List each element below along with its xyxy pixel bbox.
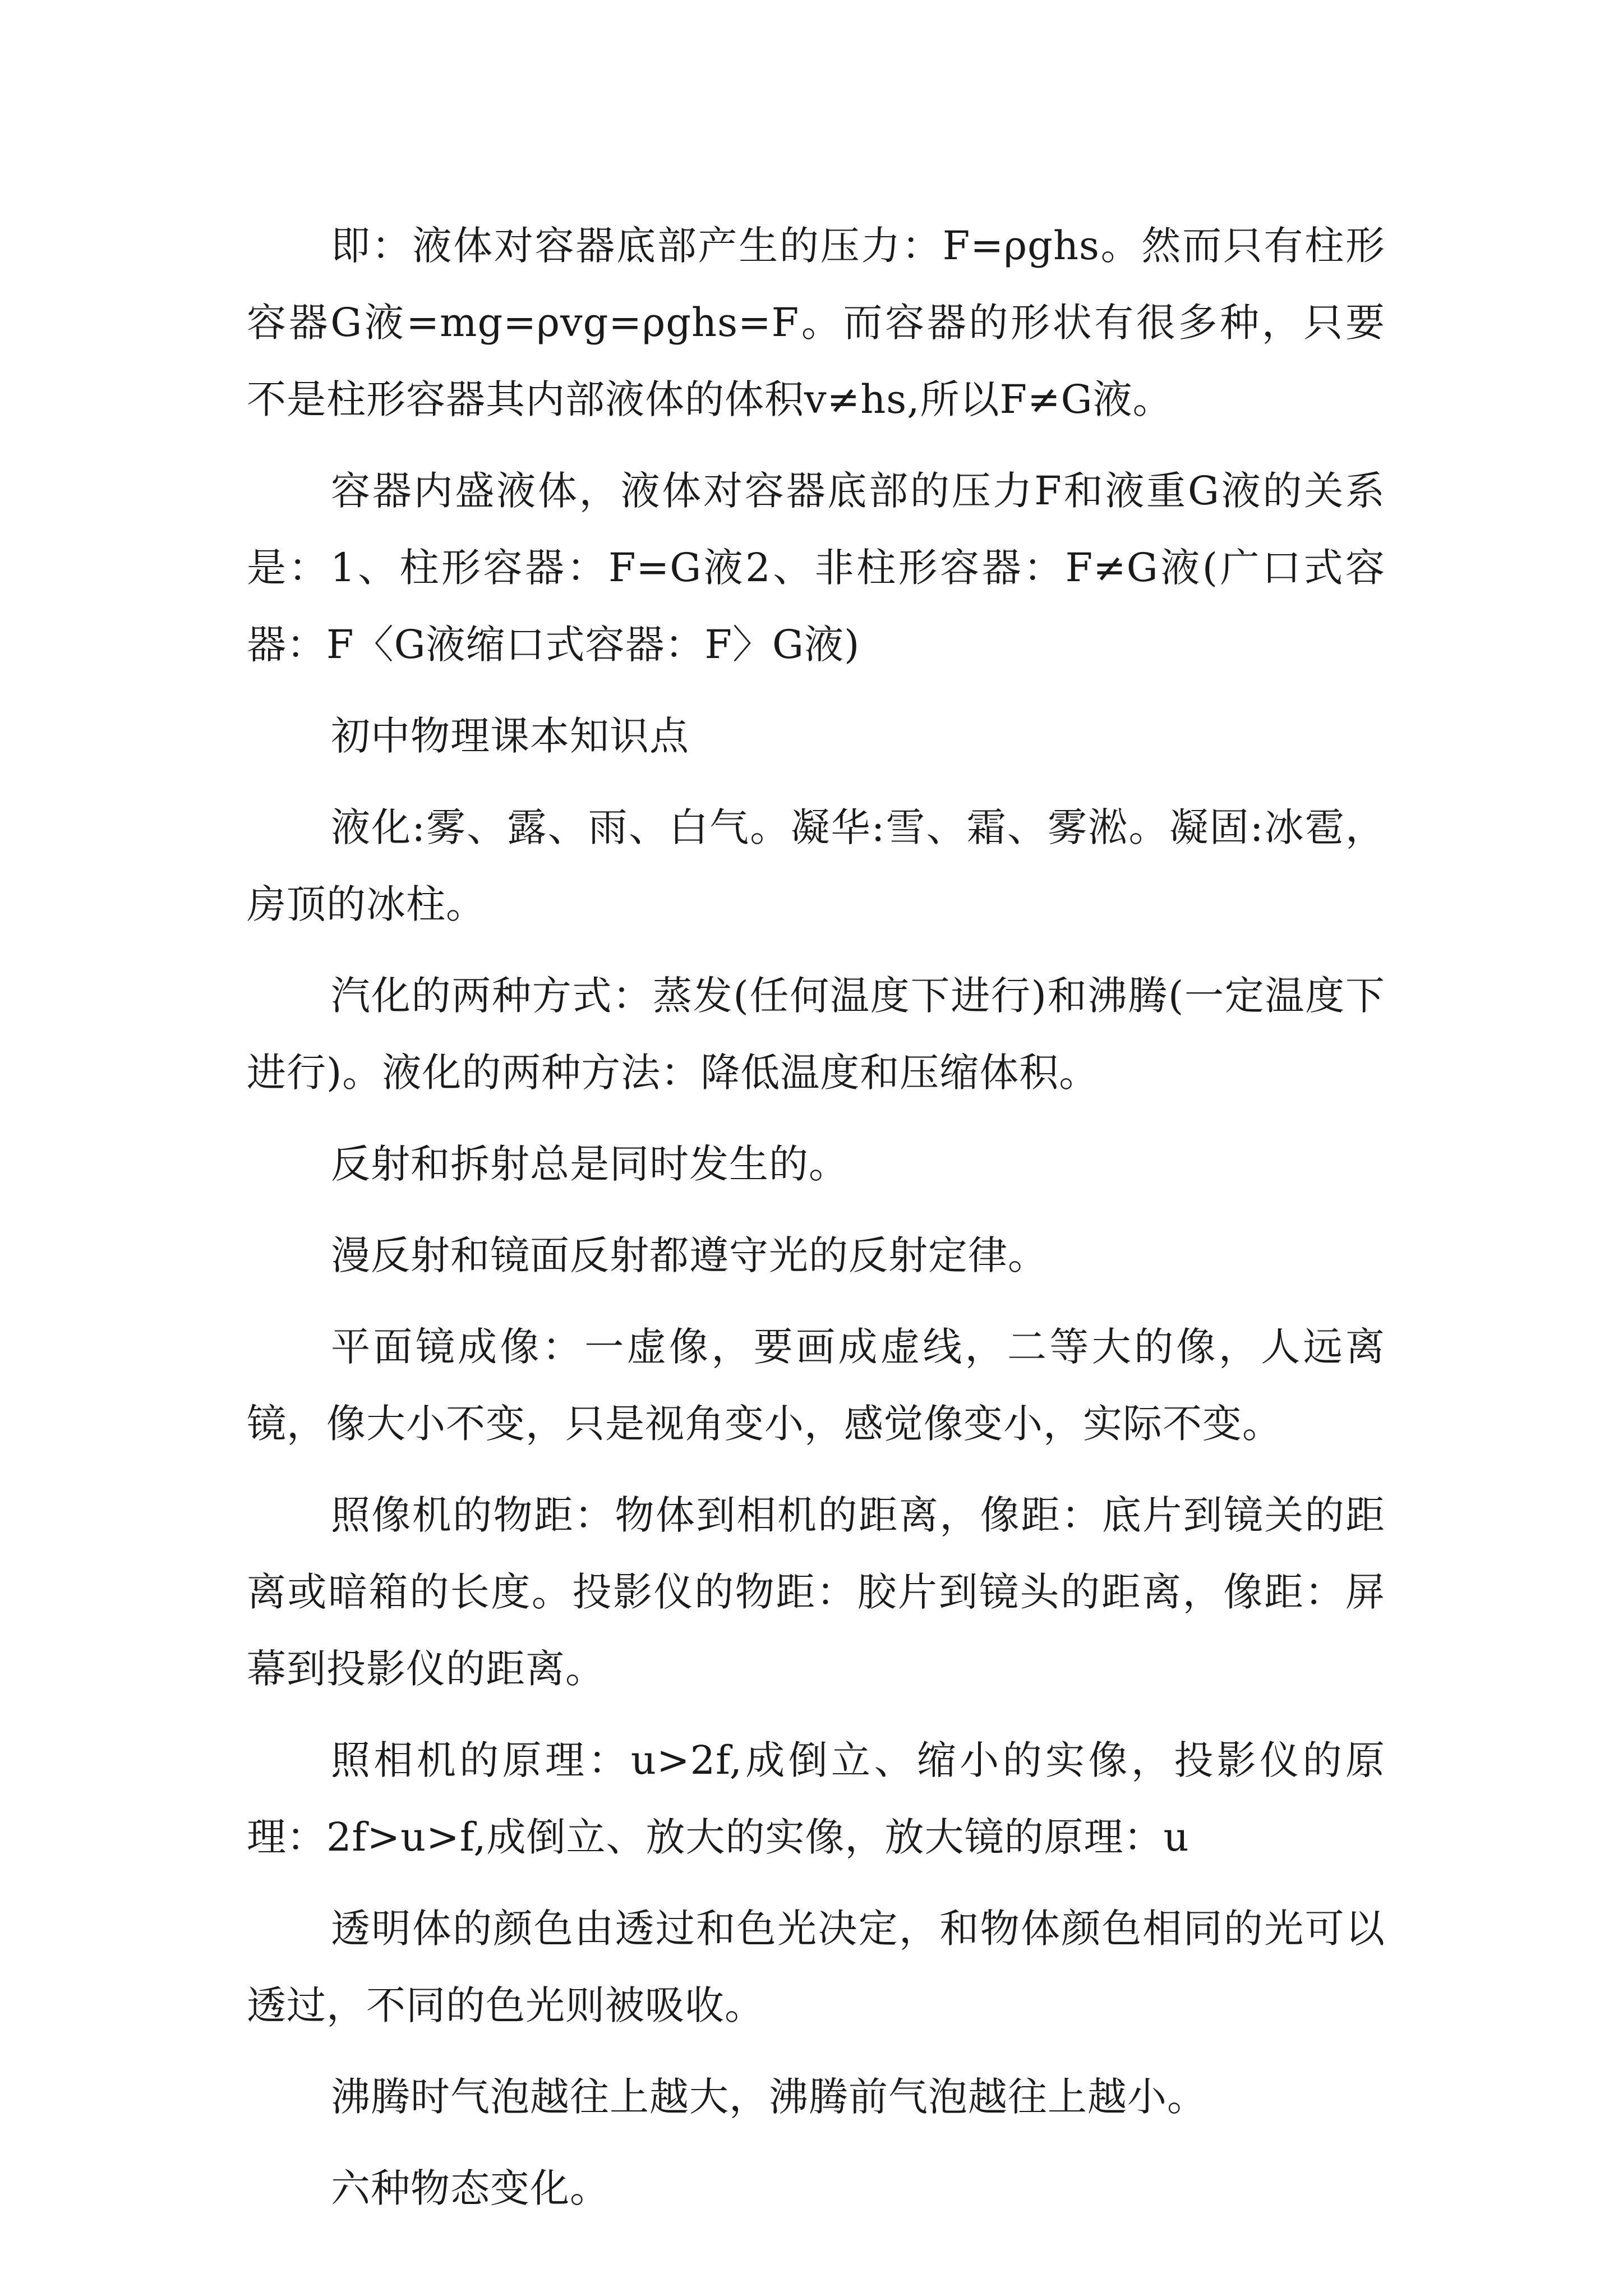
paragraph-camera-distances: 照像机的物距：物体到相机的距离，像距：底片到镜关的距离或暗箱的长度。投影仪的物距：胶片到镜头的距离，像距：屏幕到投影仪的距离。: [247, 1492, 1385, 1692]
section-heading-physics-knowledge: 初中物理课本知识点: [331, 713, 689, 759]
document-body: [247, 208, 1385, 2242]
paragraph-transparent-color: 透明体的颜色由透过和色光决定，和物体颜色相同的光可以透过，不同的色光则被吸收。: [247, 1906, 1385, 2028]
paragraph-reflection-law: 漫反射和镜面反射都遵守光的反射定律。: [331, 1232, 1048, 1278]
paragraph-vaporization-methods: 汽化的两种方式：蒸发(任何温度下进行)和沸腾(一定温度下进行)。液化的两种方法：降低温度和压缩体积。: [247, 973, 1385, 1096]
paragraph-boiling-bubbles: 沸腾时气泡越往上越大，沸腾前气泡越往上越小。: [331, 2074, 1207, 2120]
paragraph-liquid-pressure-formula: 即：液体对容器底部产生的压力：F=ρghs。然而只有柱形容器G液=mg=ρvg=ρghs=F。而容器的形状有很多种，只要不是柱形容器其内部液体的体积v≠hs,所以F≠G液。: [247, 223, 1385, 422]
paragraph-plane-mirror: 平面镜成像：一虚像，要画成虚线，二等大的像，人远离镜，像大小不变，只是视角变小，感觉像变小，实际不变。: [247, 1324, 1385, 1447]
paragraph-reflection-refraction: 反射和拆射总是同时发生的。: [331, 1141, 849, 1187]
paragraph-container-pressure-relation: 容器内盛液体，液体对容器底部的压力F和液重G液的关系是：1、柱形容器：F=G液2、非柱形容器：F≠G液(广口式容器：F〈G液缩口式容器：F〉G液): [247, 468, 1385, 668]
paragraph-state-changes: 六种物态变化。: [331, 2165, 610, 2211]
paragraph-liquefaction-examples: 液化:雾、露、雨、白气。凝华:雪、霜、雾淞。凝固:冰雹，房顶的冰柱。: [247, 804, 1385, 927]
paragraph-lens-principles: 照相机的原理：u>2f,成倒立、缩小的实像，投影仪的原理：2f>u>f,成倒立、放大的实像，放大镜的原理：u: [247, 1737, 1385, 1860]
